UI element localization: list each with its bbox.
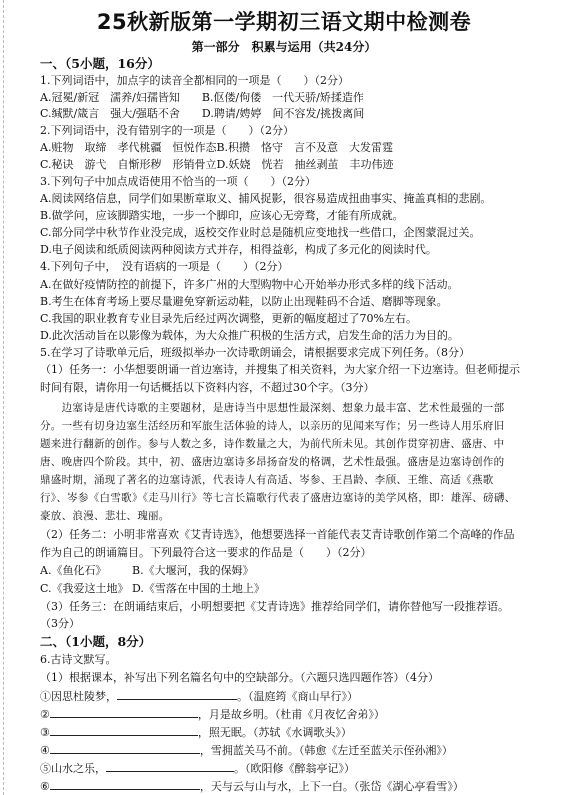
poem-line-4 [40,742,558,758]
poem-text: 。（欧阳修《醉翁亭记》） [234,762,355,775]
poem-text: ⑥ [40,780,50,793]
answer-blank[interactable] [106,760,234,772]
poem-text: ⑤山水之乐， [40,762,106,775]
task-line: 作为自己的朗诵篇目。下列最符合这一要求的作品是（ ）（2分） [40,546,372,559]
option-line: C.部分同学中秋节作业没完成，返校交作业时总是随机应变地找一些借口，企图蒙混过关。 [40,226,481,239]
option-line: D.电子阅读和纸质阅读两种阅读方式并存，相得益彰，构成了多元化的阅读时代。 [40,243,437,256]
poem-text: ，雪拥蓝关马不前。（韩愈《左迁至蓝关示侄孙湘》） [199,744,453,757]
poem-text: ，月是故乡明。（杜甫《月夜忆舍弟》） [197,708,385,721]
option-line: C.缄默/箴言 强大/强聒不舍 D.聘请/娉婷 间不容发/挑拨离间 [40,107,365,120]
poem-line-1 [40,688,558,704]
task-line: （2）任务二：小明非常喜欢《艾青诗选》，他想要选择一首能代表艾青诗歌创作第二个高峰的作品 [40,528,515,541]
poem-text: ④ [40,744,50,757]
passage-line: 唐、晚唐四个阶段。其中，初、盛唐边塞诗多昂扬奋发的格调，艺术性最强。盛唐是边塞诗创作的 [40,456,505,468]
question-line: 4.下列句子中， 没有语病的一项是（ ）（2分） [40,260,289,273]
answer-blank[interactable] [117,688,237,700]
binding-margin-line [3,0,10,795]
task-line: （3分） [40,617,80,630]
poem-line-5 [40,760,558,776]
task-line: （3）任务三：在朗诵结束后，小明想要把《艾青诗选》推荐给同学们，请你替他写一段推荐语。 [40,600,509,613]
poem-text: ③ [40,726,50,739]
option-line: D.此次活动旨在以影像为载体，为大众推广积极的生活方式，启发生命的活力为目的。 [40,329,459,342]
passage-line: 鼎盛时期，涌现了著名的边塞诗派，代表诗人有高适、岑参、王昌龄、李颀、王维、高适《燕歌 [40,474,494,486]
question-line: 1.下列词语中，加点字的读音全都相同的一项是（ ）（2分） [40,74,349,87]
part-subtitle: 第一部分 积累与运用（共24分） [191,40,377,54]
poem-text: ，天与云与山与水，上下一白。（张岱《湖心亭看雪》） [199,780,464,793]
option-line: C.我国的职业教育专业目录先后经过两次调整，更新的幅度超过了70%左右。 [40,312,417,325]
question-line: （1）根据课本，补写出下列名篇名句中的空缺部分。（六题只选四题作答）（4分） [40,671,439,684]
passage-line: 分。一些有切身边塞生活经历和军旅生活体验的诗人，以亲历的见闻来写作；另一些诗人用乐府旧 [40,420,505,432]
answer-blank[interactable] [50,724,198,736]
poem-line-2 [40,706,558,722]
question-line: 2.下列词语中，没有错别字的一项是（ ）（2分） [40,124,294,137]
section-heading: 一、（5小题，16分） [40,56,160,71]
task-line: （1）任务一：小华想要朗诵一首边塞诗，并搜集了相关资料，为大家介绍一下边塞诗。但老师提示 [40,363,520,376]
option-line: B.考生在体育考场上要尽量避免穿新运动鞋，以防止出现鞋码不合适、磨脚等现象。 [40,295,448,308]
passage-line: 豪放、浪漫、悲壮、瑰丽。 [40,510,170,522]
option-line: A.阅读网络信息，同学们如果断章取义、捕风捉影，很容易造成扭曲事实、掩盖真相的悲剧。 [40,192,492,205]
section-heading: 二、（1小题，8分） [40,634,152,649]
option-line: A.在做好疫情防控的前提下，许多广州的大型购物中心开始举办形式多样的线下活动。 [40,278,459,291]
option-line: B.做学问，应该脚踏实地，一步一个脚印，应该心无旁骛，才能有所成就。 [40,209,404,222]
passage-line: 题来进行翻新的创作。参与人数之多，诗作数量之大，为前代所未见。其创作贯穿初唐、盛唐、中 [40,438,505,450]
exam-title: 25秋新版第一学期初三语文期中检测卷 [96,10,472,34]
poem-line-3 [40,724,558,740]
question-line: 5.在学习了诗歌单元后，班级拟举办一次诗歌朗诵会，请根据要求完成下列任务。（8分） [40,346,470,359]
task-line: 时间有限，请你用一句话概括以下资料内容，不超过30个字。（3分） [40,381,375,394]
poem-line-6 [40,778,558,794]
poem-text: ，照无眠。（苏轼《水调歌头》） [197,726,352,739]
passage-line: 行》、岑参《白雪歌》《走马川行》等七言长篇歌行代表了盛唐边塞诗的美学风格，即：雄浑、磅礴、 [40,492,516,504]
option-line: C.秘诀 游弋 自惭形秽 形销骨立D.妖娆 恍若 抽丝剥茧 丰功伟迹 [40,158,394,171]
option-line: A.赃物 取缔 孝代桃疆 恒悦作态B.积攒 恪守 言不及意 大发雷霆 [40,141,394,154]
poem-text: ①因思杜陵梦， [40,690,117,703]
option-c: C.《我爱这土地》 [40,582,129,595]
option-a: A.《鱼化石》 [40,564,107,577]
passage-line: 边塞诗是唐代诗歌的主要题材，是唐诗当中思想性最深刻、想象力最丰富、艺术性最强的一部 [40,402,505,414]
answer-blank[interactable] [50,778,200,790]
option-b: B.《大堰河，我的保姆》 [132,564,254,577]
answer-blank[interactable] [50,742,200,754]
answer-blank[interactable] [50,706,198,718]
question-line: 3.下列句子中加点成语使用不恰当的一项（ ）（2分） [40,175,316,188]
option-line: A.冠冕/新冠 濡养/妇孺皆知 B.伛偻/佝偻 一代天骄/矫揉造作 [40,91,364,104]
poem-text: 。（温庭筠《商山早行》） [237,690,358,703]
poem-text: ② [40,708,50,721]
option-d: D.《雪落在中国的土地上》 [132,582,265,595]
question-line: 6.古诗文默写。 [40,653,117,666]
